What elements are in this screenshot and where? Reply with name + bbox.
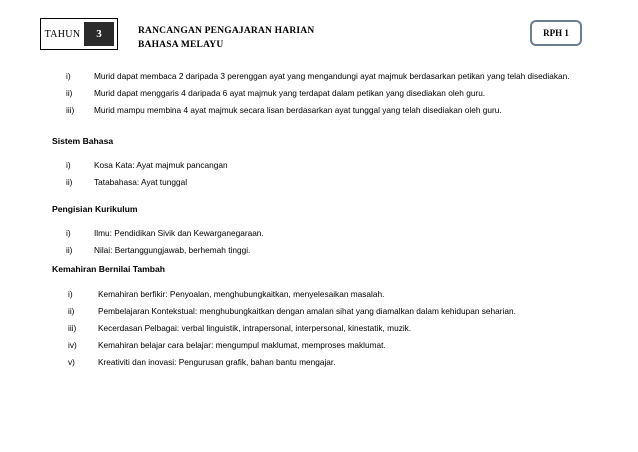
objective-number: i) xyxy=(66,71,71,81)
item-number: ii) xyxy=(66,245,73,255)
objective-text: Murid dapat menggaris 4 daripada 6 ayat majmuk yang terdapat dalam petikan yang disediakan oleh guru. xyxy=(94,88,486,98)
item-text: Pembelajaran Kontekstual: menghubungkaitkan dengan amalan sihat yang diamalkan dalam kehidupan seharian. xyxy=(98,306,516,316)
sistem-bahasa-section xyxy=(52,136,228,191)
objective-number: iii) xyxy=(66,105,75,115)
objective-text: Murid dapat membaca 2 daripada 3 perenggan ayat yang mengandungi ayat majmuk berdasarkan petikan yang telah disediakan. xyxy=(94,71,570,81)
document-title xyxy=(138,24,314,52)
title-line-2: BAHASA MELAYU xyxy=(138,40,224,50)
objective-text: Murid mampu membina 4 ayat majmuk secara lisan berdasarkan ayat tunggal yang telah disediakan oleh guru. xyxy=(94,105,502,115)
item-number: i) xyxy=(68,289,73,299)
document-body xyxy=(52,68,612,367)
item-number: iii) xyxy=(68,323,77,333)
objective-item xyxy=(52,85,612,102)
objective-item xyxy=(52,68,612,85)
year-number: 3 xyxy=(84,22,114,46)
list-item xyxy=(52,242,264,259)
objective-item xyxy=(52,102,612,119)
title-line-1: RANCANGAN PENGAJARAN HARIAN xyxy=(138,26,315,36)
list-item xyxy=(52,320,516,337)
item-text: Kemahiran berfikir: Penyoalan, menghubungkaitkan, menyelesaikan masalah. xyxy=(98,289,385,299)
item-number: i) xyxy=(66,228,71,238)
year-box xyxy=(40,18,118,50)
list-item xyxy=(52,337,516,354)
item-text: Kreativiti dan inovasi: Pengurusan grafik, bahan bantu mengajar. xyxy=(98,357,336,367)
rph-badge: RPH 1 xyxy=(530,20,582,46)
pengisian-kurikulum-section xyxy=(52,204,264,259)
kemahiran-section xyxy=(52,264,516,371)
item-number: ii) xyxy=(66,177,73,187)
item-number: i) xyxy=(66,160,71,170)
list-item xyxy=(52,174,228,191)
item-text: Kecerdasan Pelbagai: verbal linguistik, intrapersonal, interpersonal, kinestatik, muzik. xyxy=(98,323,412,333)
section-title-pengisian-kurikulum: Pengisian Kurikulum xyxy=(52,204,138,214)
list-item xyxy=(52,303,516,320)
objective-number: ii) xyxy=(66,88,73,98)
list-item xyxy=(52,225,264,242)
item-number: v) xyxy=(68,357,75,367)
item-text: Kemahiran belajar cara belajar: mengumpul maklumat, memproses maklumat. xyxy=(98,340,386,350)
section-title-sistem-bahasa: Sistem Bahasa xyxy=(52,136,114,146)
list-item xyxy=(52,354,516,371)
section-title-kemahiran: Kemahiran Bernilai Tambah xyxy=(52,264,166,274)
tahun-label: TAHUN xyxy=(44,28,81,40)
objectives-list xyxy=(52,68,612,119)
list-item xyxy=(52,286,516,303)
item-number: iv) xyxy=(68,340,77,350)
item-text: Ilmu: Pendidikan Sivik dan Kewarganegaraan. xyxy=(94,228,264,238)
item-text: Tatabahasa: Ayat tunggal xyxy=(94,177,188,187)
item-number: ii) xyxy=(68,306,75,316)
item-text: Kosa Kata: Ayat majmuk pancangan xyxy=(94,160,228,170)
item-text: Nilai: Bertanggungjawab, berhemah tinggi. xyxy=(94,245,251,255)
list-item xyxy=(52,157,228,174)
